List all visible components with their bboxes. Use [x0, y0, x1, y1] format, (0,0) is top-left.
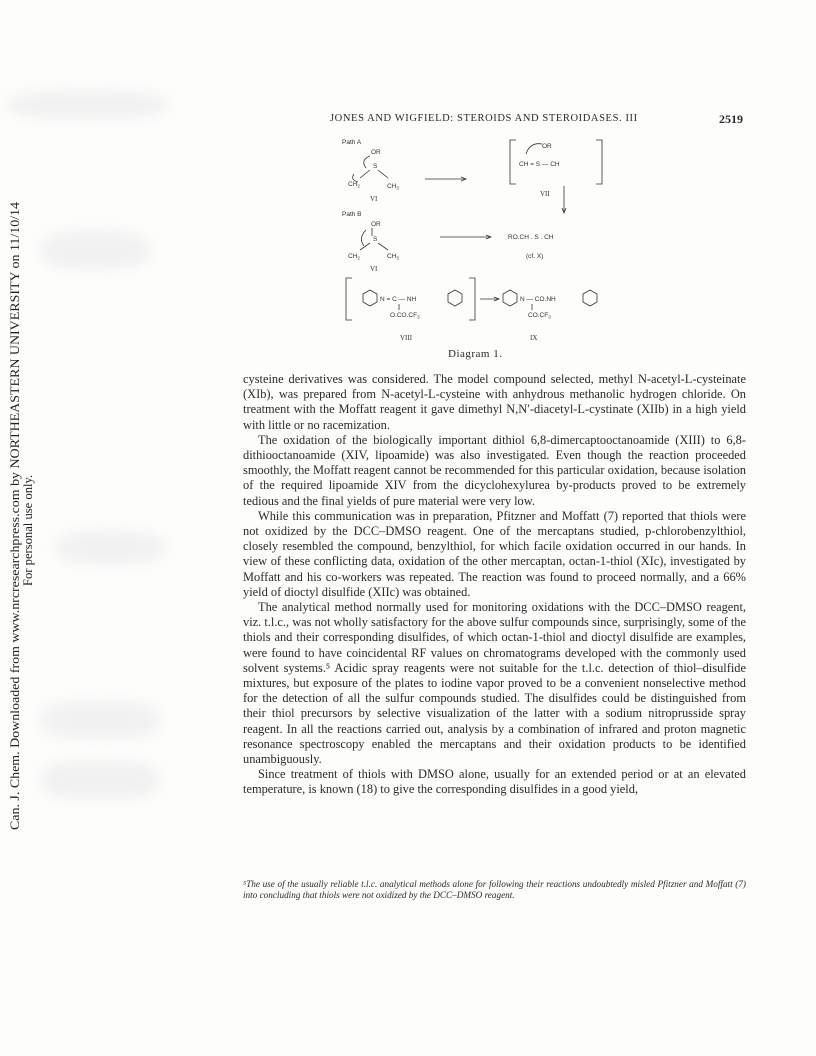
- svg-text:CH2: $CH_2$: [348, 181, 360, 189]
- cyclohexyl-ring-icon: [363, 290, 377, 306]
- svg-text:O.CO.CF3: $O.CO.CF_3$: [390, 312, 420, 320]
- cyclohexyl-ring-icon: [448, 290, 462, 306]
- path-b-label: Path B: [342, 211, 362, 218]
- scan-smudge: [40, 230, 150, 270]
- svg-text:OR: OR: [371, 149, 381, 156]
- svg-text:CH3: $CH_3$: [387, 183, 399, 191]
- svg-text:S: S: [373, 163, 378, 170]
- compound-label: VI: [370, 195, 378, 203]
- curved-arrow-icon: [361, 230, 366, 246]
- paragraph: cysteine derivatives was considered. The model compound selected, methyl N-acetyl-L-cysteinate (XIb), was prepared from N-acetyl-L-cysteine with anhydrous methanolic hydrogen chloride. On treatment with the Moffatt reagent it gave dimethyl N,N′-diacetyl-L-cystinate (XIIb) in a high yield with little or no racemization.: [243, 372, 746, 432]
- body-text: [243, 372, 746, 798]
- svg-text:CH2: $CH_2$: [348, 253, 360, 261]
- compound-label: IX: [530, 334, 538, 342]
- paragraph: The analytical method normally used for monitoring oxidations with the DCC–DMSO reagent, viz. t.l.c., was not wholly satisfactory for the above sulfur compounds since, surprisingly, some of the thiols and their corresponding disulfides, of which octan-1-thiol and dioctyl disulfide are examples, were found to have coincidental RF values on chromatograms developed with the commonly used solvent systems.⁵ Acidic spray reagents were not suitable for the t.l.c. detection of thiol–disulfide mixtures, but exposure of the plates to iodine vapor proved to be a convenient nonselective method for the detection of all the sulfur compounds studied. The disulfides could be distinguished from their thiol precursors by selective visualization of the latter with a sodium nitroprusside spray reagent. In all the reactions carried out, analysis by a combination of infrared and proton magnetic resonance spectroscopy enabled the mercaptans and their oxidation products to be identified unambiguously.: [243, 600, 746, 767]
- diagram-caption: Diagram 1.: [448, 348, 503, 360]
- scan-smudge: [40, 700, 160, 740]
- structure-vii: [510, 140, 602, 213]
- svg-text:CH3: $CH_3$: [387, 253, 399, 261]
- stamp-line-1: Can. J. Chem. Downloaded from www.nrcresearchpress.com by NORTHEASTERN UNIVERSITY on 11/10/14: [8, 262, 22, 830]
- svg-text:OR: OR: [542, 143, 552, 150]
- svg-text:OR: OR: [371, 221, 381, 228]
- compound-label: VIII: [400, 334, 413, 342]
- svg-text:CO.CF3: $CO.CF_3$: [528, 312, 551, 320]
- running-head: JONES AND WIGFIELD: STEROIDS AND STEROIDASES. III: [330, 113, 638, 124]
- stamp-line-2: For personal use only.: [21, 474, 35, 586]
- paragraph: The oxidation of the biologically important dithiol 6,8-dimercaptooctanoamide (XIII) to 6,8-dithiooctanoamide (XIV, lipoamide) was also investigated. Even though the reaction proceeded smoothly, the Moffatt reagent cannot be recommended for this particular oxidation, because isolation of the required lipoamide XIV from the dicyclohexylurea by-products proved to be extremely tedious and the final yields of pure material were very low.: [243, 432, 746, 508]
- svg-text:N = C — NH: N = C — NH: [380, 296, 417, 303]
- cf-reference: (cf. X): [526, 253, 544, 260]
- structure-ix: [503, 290, 597, 342]
- compound-label: VI: [370, 265, 378, 273]
- page-number: 2519: [719, 112, 743, 126]
- paragraph: Since treatment of thiols with DMSO alone, usually for an extended period or at an elevated temperature, is known (18) to give the corresponding disulfides in a good yield,: [243, 767, 746, 797]
- curved-arrow-icon: [526, 144, 542, 154]
- svg-text:S: S: [373, 236, 378, 243]
- path-a-label: Path A: [342, 139, 362, 146]
- cyclohexyl-ring-icon: [503, 290, 517, 306]
- reaction-diagram: [330, 134, 630, 351]
- svg-text:N — CO.NH: N — CO.NH: [520, 296, 556, 303]
- download-stamp: [2, 200, 48, 830]
- structure-vi-a: [348, 149, 399, 203]
- footnote: ⁵The use of the usually reliable t.l.c. analytical methods alone for following their reactions undoubtedly misled Pfitzner and Moffatt (7) into concluding that thiols were not oxidized by the DCC–DMSO reagent.: [243, 879, 746, 900]
- scan-smudge: [8, 90, 168, 120]
- svg-text:CH = S — CH: CH = S — CH: [519, 161, 560, 168]
- curved-arrow-icon: [364, 156, 370, 168]
- paragraph: While this communication was in preparation, Pfitzner and Moffatt (7) reported that thiols were not oxidized by the DCC–DMSO reagent. One of the mercaptans studied, p-chlorobenzylthiol, closely resembled the compound, benzylthiol, for which facile oxidation occurred in our hands. In view of these conflicting data, oxidation of the other mercaptan, octan-1-thiol (XIc), investigated by Moffatt and his co-workers was repeated. The reaction was found to proceed normally, and a 66% yield of dioctyl disulfide (XIIc) was obtained.: [243, 508, 746, 599]
- compound-label: VII: [540, 190, 550, 198]
- structure-vi-b: [348, 221, 399, 273]
- structure-viii: [346, 278, 475, 342]
- scan-smudge: [40, 760, 160, 800]
- product-b: RO.CH . S . CH: [508, 234, 554, 241]
- scan-smudge: [55, 530, 165, 565]
- cyclohexyl-ring-icon: [583, 290, 597, 306]
